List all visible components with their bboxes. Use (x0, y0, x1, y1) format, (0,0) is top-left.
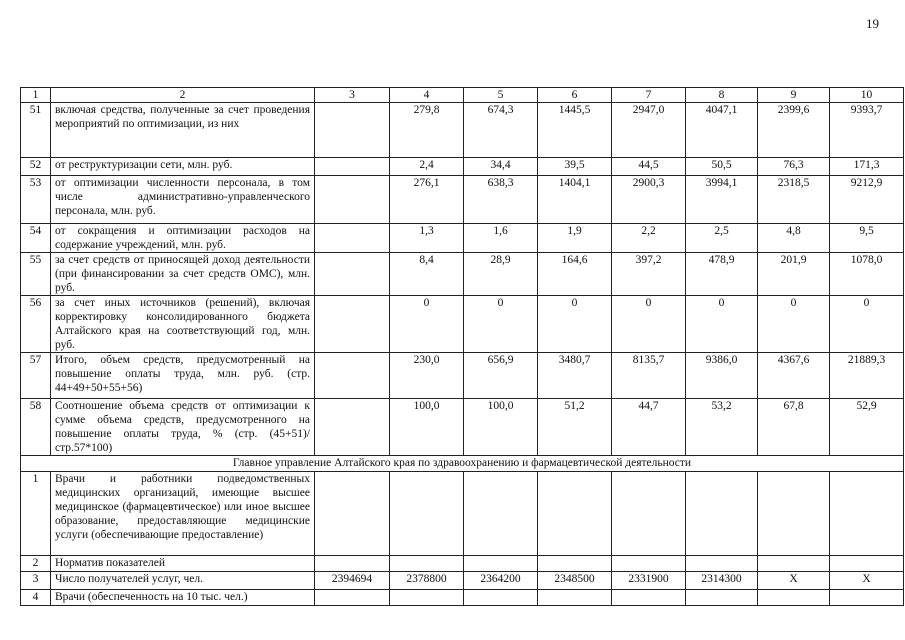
value-cell: 201,9 (758, 253, 830, 296)
row-number: 4 (21, 590, 51, 606)
value-cell: 0 (390, 296, 464, 353)
value-cell: 2,4 (390, 158, 464, 176)
table-row (21, 353, 904, 399)
value-cell (830, 590, 904, 606)
value-cell: 3994,1 (686, 176, 758, 224)
value-cell: 1,6 (464, 224, 538, 253)
value-cell: 2314300 (686, 572, 758, 590)
value-cell: 2394694 (315, 572, 390, 590)
column-header: 4 (390, 88, 464, 103)
row-number: 56 (21, 296, 51, 353)
value-cell: 2331900 (612, 572, 686, 590)
value-cell: 3480,7 (538, 353, 612, 399)
table-row (21, 176, 904, 224)
value-cell: 674,3 (464, 103, 538, 158)
row-label: Число получателей услуг, чел. (51, 572, 315, 590)
row-number: 51 (21, 103, 51, 158)
value-cell: 44,5 (612, 158, 686, 176)
value-cell: 0 (830, 296, 904, 353)
value-cell (390, 472, 464, 556)
value-cell: 656,9 (464, 353, 538, 399)
data-table (20, 87, 904, 606)
value-cell: 0 (464, 296, 538, 353)
value-cell: 4047,1 (686, 103, 758, 158)
value-cell (315, 158, 390, 176)
value-cell (390, 590, 464, 606)
value-cell: 0 (758, 296, 830, 353)
table-row (21, 103, 904, 158)
value-cell (758, 590, 830, 606)
value-cell: 164,6 (538, 253, 612, 296)
table-row (21, 472, 904, 556)
column-header: 1 (21, 88, 51, 103)
value-cell: 34,4 (464, 158, 538, 176)
value-cell: 171,3 (830, 158, 904, 176)
table-row (21, 158, 904, 176)
value-cell: 397,2 (612, 253, 686, 296)
column-header: 8 (686, 88, 758, 103)
value-cell (315, 556, 390, 572)
value-cell: 76,3 (758, 158, 830, 176)
value-cell: X (830, 572, 904, 590)
value-cell (538, 472, 612, 556)
row-number: 3 (21, 572, 51, 590)
value-cell: 2318,5 (758, 176, 830, 224)
row-label: от сокращения и оптимизации расходов на содержание учреждений, млн. руб. (51, 224, 315, 253)
row-number: 1 (21, 472, 51, 556)
value-cell: 0 (686, 296, 758, 353)
value-cell: 2348500 (538, 572, 612, 590)
value-cell: X (758, 572, 830, 590)
row-label: Итого, объем средств, предусмотренный на повышение оплаты труда, млн. руб. (стр. 44+49+50+55+56) (51, 353, 315, 399)
row-number: 55 (21, 253, 51, 296)
value-cell (315, 224, 390, 253)
value-cell: 100,0 (464, 399, 538, 456)
row-label: от реструктуризации сети, млн. руб. (51, 158, 315, 176)
section-row (21, 456, 904, 472)
value-cell: 28,9 (464, 253, 538, 296)
column-header: 10 (830, 88, 904, 103)
value-cell: 2378800 (390, 572, 464, 590)
value-cell: 2399,6 (758, 103, 830, 158)
value-cell (686, 590, 758, 606)
table-row (21, 556, 904, 572)
row-number: 2 (21, 556, 51, 572)
value-cell: 67,8 (758, 399, 830, 456)
value-cell (315, 399, 390, 456)
value-cell: 8,4 (390, 253, 464, 296)
column-header: 7 (612, 88, 686, 103)
value-cell: 9393,7 (830, 103, 904, 158)
value-cell: 2900,3 (612, 176, 686, 224)
row-label: за счет средств от приносящей доход деятельности (при финансировании за счет средств ОМС), млн. руб. (51, 253, 315, 296)
value-cell: 230,0 (390, 353, 464, 399)
value-cell (315, 472, 390, 556)
value-cell (315, 103, 390, 158)
value-cell (612, 556, 686, 572)
value-cell: 279,8 (390, 103, 464, 158)
value-cell: 1445,5 (538, 103, 612, 158)
value-cell: 2947,0 (612, 103, 686, 158)
value-cell (758, 556, 830, 572)
column-header: 5 (464, 88, 538, 103)
value-cell (315, 176, 390, 224)
value-cell (758, 472, 830, 556)
value-cell: 51,2 (538, 399, 612, 456)
table-row (21, 224, 904, 253)
row-label: Норматив показателей (51, 556, 315, 572)
value-cell (464, 472, 538, 556)
value-cell: 0 (538, 296, 612, 353)
table-header-row (21, 88, 904, 103)
value-cell (315, 253, 390, 296)
value-cell: 21889,3 (830, 353, 904, 399)
row-number: 54 (21, 224, 51, 253)
row-label: Врачи (обеспеченность на 10 тыс. чел.) (51, 590, 315, 606)
table-row (21, 296, 904, 353)
value-cell: 1078,0 (830, 253, 904, 296)
column-header: 9 (758, 88, 830, 103)
table-row (21, 572, 904, 590)
row-number: 57 (21, 353, 51, 399)
row-label: Врачи и работники подведомственных медицинских организаций, имеющие высшее медицинское (фармацевтическое) или иное высшее образование, предоставляющие медицинские услуги (обеспечивающие предоставление) (51, 472, 315, 556)
table-row (21, 253, 904, 296)
value-cell (390, 556, 464, 572)
value-cell: 1,3 (390, 224, 464, 253)
row-label: от оптимизации численности персонала, в том числе административно-управленческого персонала, млн. руб. (51, 176, 315, 224)
value-cell: 1404,1 (538, 176, 612, 224)
value-cell (464, 556, 538, 572)
value-cell: 4367,6 (758, 353, 830, 399)
value-cell: 9212,9 (830, 176, 904, 224)
value-cell (464, 590, 538, 606)
value-cell: 276,1 (390, 176, 464, 224)
value-cell (538, 590, 612, 606)
value-cell: 52,9 (830, 399, 904, 456)
value-cell: 9,5 (830, 224, 904, 253)
value-cell: 2364200 (464, 572, 538, 590)
table-row (21, 399, 904, 456)
value-cell: 478,9 (686, 253, 758, 296)
value-cell: 1,9 (538, 224, 612, 253)
value-cell (686, 472, 758, 556)
value-cell: 39,5 (538, 158, 612, 176)
value-cell (538, 556, 612, 572)
value-cell: 53,2 (686, 399, 758, 456)
value-cell (315, 353, 390, 399)
value-cell (830, 556, 904, 572)
row-label: включая средства, полученные за счет проведения мероприятий по оптимизации, из них (51, 103, 315, 158)
value-cell (612, 472, 686, 556)
page-number: 19 (866, 16, 879, 31)
value-cell: 0 (612, 296, 686, 353)
value-cell: 2,2 (612, 224, 686, 253)
column-header: 2 (51, 88, 315, 103)
value-cell: 8135,7 (612, 353, 686, 399)
column-header: 3 (315, 88, 390, 103)
value-cell (315, 590, 390, 606)
value-cell: 44,7 (612, 399, 686, 456)
column-header: 6 (538, 88, 612, 103)
row-label: за счет иных источников (решений), включая корректировку консолидированного бюджета Алтайского края на соответствующий год, млн. руб. (51, 296, 315, 353)
section-title: Главное управление Алтайского края по здравоохранению и фармацевтической деятельности (21, 456, 904, 472)
value-cell (830, 472, 904, 556)
value-cell: 9386,0 (686, 353, 758, 399)
value-cell (612, 590, 686, 606)
value-cell: 4,8 (758, 224, 830, 253)
row-number: 53 (21, 176, 51, 224)
value-cell: 100,0 (390, 399, 464, 456)
value-cell: 50,5 (686, 158, 758, 176)
value-cell: 2,5 (686, 224, 758, 253)
table-row (21, 590, 904, 606)
value-cell: 638,3 (464, 176, 538, 224)
row-number: 52 (21, 158, 51, 176)
value-cell (315, 296, 390, 353)
value-cell (686, 556, 758, 572)
row-number: 58 (21, 399, 51, 456)
row-label: Соотношение объема средств от оптимизации к сумме объема средств, предусмотренного на повышение оплаты труда, % (стр. (45+51)/стр.57*100) (51, 399, 315, 456)
